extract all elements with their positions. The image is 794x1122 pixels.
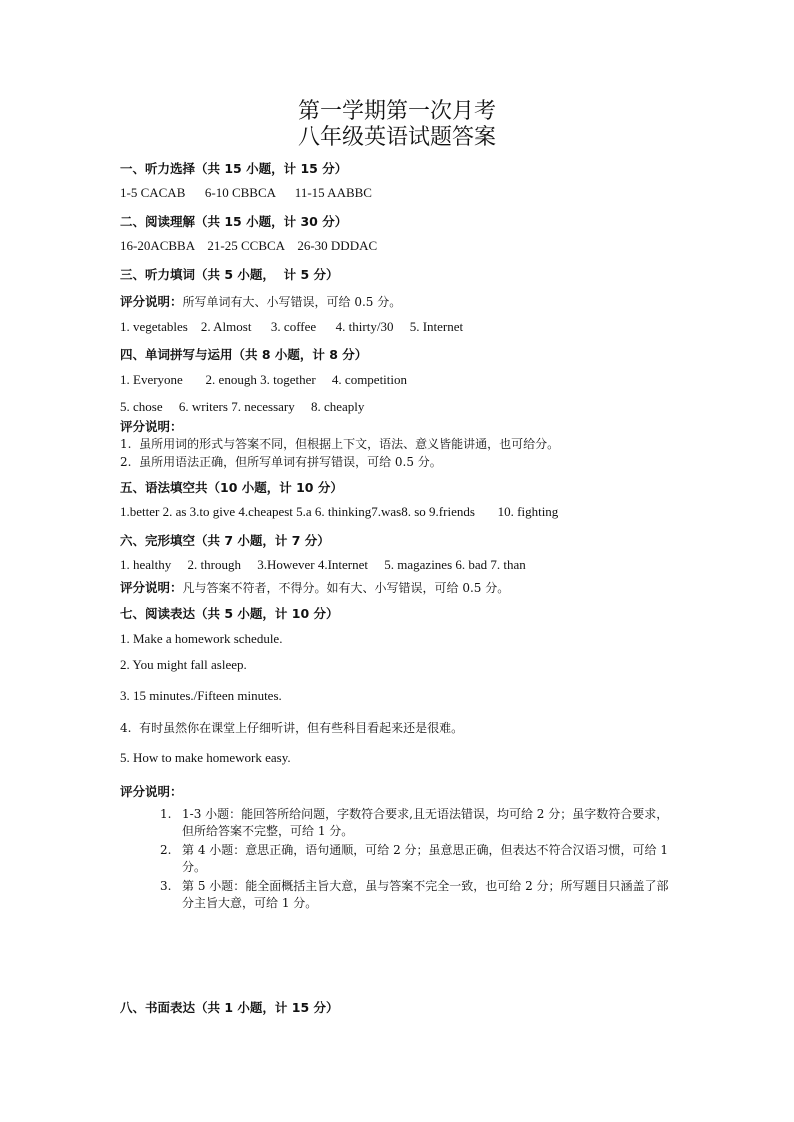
document-subtitle: 八年级英语试题答案	[297, 124, 496, 149]
rule-number: 1.	[160, 807, 172, 821]
section-4-answers-line-2: 5. chose 6. writers 7. necessary 8. cheaply	[120, 399, 365, 414]
section-3-heading: 三、听力填词（共 5 小题， 计 5 分）	[120, 267, 339, 282]
rule-number: 2.	[160, 843, 172, 857]
rule-text: 第 4 小题：意思正确，语句通顺，可给 2 分；虽意思正确，但表达不符合汉语习惯，可给 1 分。	[182, 843, 668, 874]
section-6-heading: 六、完形填空（共 7 小题，计 7 分）	[120, 533, 330, 548]
section-2-heading: 二、阅读理解（共 15 小题，计 30 分）	[120, 214, 348, 229]
section-1-heading: 一、听力选择（共 15 小题，计 15 分）	[120, 161, 348, 176]
section-2-answers: 16-20ACBBA 21-25 CCBCA 26-30 DDDAC	[120, 238, 378, 253]
rule-text: 1-3 小题：能回答所给问题，字数符合要求,且无语法错误，均可给 2 分；虽字数符合要求，但所给答案不完整，可给 1 分。	[182, 807, 669, 838]
section-7-answer-4: 4. 有时虽然你在课堂上仔细听讲，但有些科目看起来还是很难。	[120, 721, 464, 735]
scoring-note-label: 评分说明：	[120, 294, 183, 309]
section-7-heading: 七、阅读表达（共 5 小题，计 10 分）	[120, 606, 339, 621]
section-3-answers: 1. vegetables 2. Almost 3. coffee 4. thirty/30 5. Internet	[120, 319, 464, 334]
section-7-answer-3: 3. 15 minutes./Fifteen minutes.	[120, 688, 282, 703]
scoring-rule-3	[160, 878, 680, 912]
section-8-heading: 八、书面表达（共 1 小题，计 15 分）	[120, 1000, 339, 1015]
section-7-answer-5: 5. How to make homework easy.	[120, 750, 291, 765]
section-4-note-label: 评分说明：	[120, 419, 183, 434]
section-3-note	[120, 292, 401, 311]
rule-number: 3.	[160, 879, 172, 893]
section-4-heading: 四、单词拼写与运用（共 8 小题，计 8 分）	[120, 347, 368, 362]
section-1-answers: 1-5 CACAB 6-10 CBBCA 11-15 AABBC	[120, 185, 372, 200]
document-title: 第一学期第一次月考	[297, 98, 496, 123]
section-7-answer-2: 2. You might fall asleep.	[120, 657, 247, 672]
scoring-rule-1	[160, 806, 680, 840]
section-4-note-line-2: 2. 虽所用语法正确，但所写单词有拼写错误，可给 0.5 分。	[120, 455, 442, 469]
scoring-note-text: 所写单词有大、小写错误，可给 0.5 分。	[182, 295, 402, 309]
section-4-note-line-1: 1. 虽所用词的形式与答案不同，但根据上下文，语法、意义皆能讲通，也可给分。	[120, 437, 560, 451]
rule-text: 第 5 小题：能全面概括主旨大意，虽与答案不完全一致，也可给 2 分；所写题目只涵盖了部分主旨大意，可给 1 分。	[182, 879, 669, 910]
section-5-heading: 五、语法填空共（10 小题，计 10 分）	[120, 480, 343, 495]
section-4-answers-line-1: 1. Everyone 2. enough 3. together 4. competition	[120, 372, 408, 387]
scoring-note-text: 凡与答案不符者，不得分。如有大、小写错误，可给 0.5 分。	[182, 581, 510, 595]
scoring-note-label: 评分说明：	[120, 580, 183, 595]
section-6-note	[120, 578, 509, 597]
section-7-answer-1: 1. Make a homework schedule.	[120, 631, 283, 646]
section-6-answers: 1. healthy 2. through 3.However 4.Internet 5. magazines 6. bad 7. than	[120, 557, 526, 572]
section-5-answers: 1.better 2. as 3.to give 4.cheapest 5.a 6. thinking7.was8. so 9.friends 10. fighting	[120, 504, 559, 519]
scoring-rule-2	[160, 842, 680, 876]
section-7-note-label: 评分说明：	[120, 784, 183, 799]
